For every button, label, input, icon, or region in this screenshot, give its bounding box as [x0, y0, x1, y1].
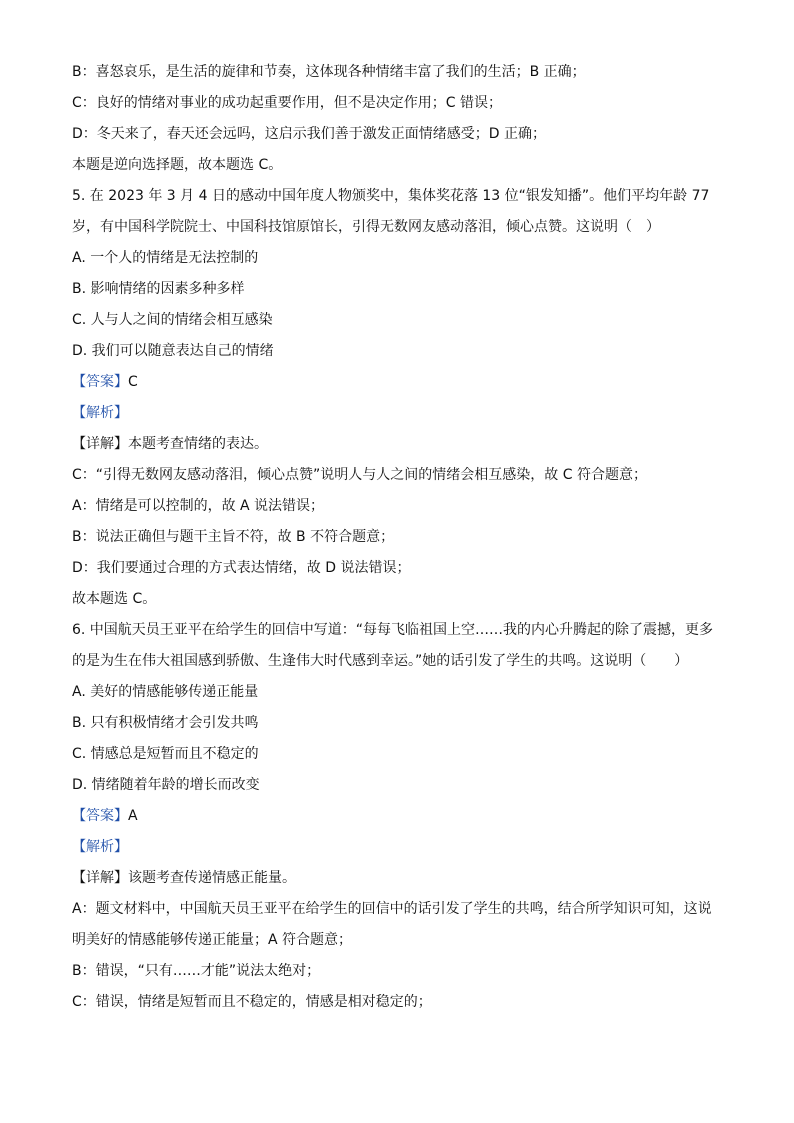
- q6-answer: A: [128, 808, 138, 824]
- q6-detail-label: 【详解】: [72, 870, 128, 886]
- prev-option-d-analysis: D：冬天来了，春天还会远吗，这启示我们善于激发正面情绪感受；D 正确；: [72, 126, 547, 142]
- q5-detail: 本题考查情绪的表达。: [128, 436, 268, 452]
- q5-explain-b: B：说法正确但与题干主旨不符，故 B 不符合题意；: [72, 529, 395, 545]
- q5-option-a: A. 一个人的情绪是无法控制的: [72, 250, 259, 266]
- q6-explain-a: A：题文材料中，中国航天员王亚平在给学生的回信中的话引发了学生的共鸣，结合所学知识可知，这说明美好的情感能够传递正能量；A 符合题意；: [72, 901, 712, 948]
- q5-option-d: D. 我们可以随意表达自己的情绪: [72, 343, 274, 359]
- q5-explain-a: A：情绪是可以控制的，故 A 说法错误；: [72, 498, 325, 514]
- prev-conclusion: 本题是逆向选择题，故本题选 C。: [72, 157, 283, 173]
- prev-option-b-analysis: B：喜怒哀乐，是生活的旋律和节奏，这体现各种情绪丰富了我们的生活；B 正确；: [72, 64, 586, 80]
- prev-option-c-analysis: C：良好的情绪对事业的成功起重要作用，但不是决定作用；C 错误；: [72, 95, 502, 111]
- q5-analysis-label: 【解析】: [72, 405, 128, 421]
- q6-explain-c: C：错误，情绪是短暂而且不稳定的，情感是相对稳定的；: [72, 994, 432, 1010]
- q6-stem: 6. 中国航天员王亚平在给学生的回信中写道：“每每飞临祖国上空……我的内心升腾起的除了震撼，更多的是为生在伟大祖国感到骄傲、生逢伟大时代感到幸运。”她的话引发了学生的共鸣。这说明（ ）: [72, 622, 714, 669]
- q6-option-c: C. 情感总是短暂而且不稳定的: [72, 746, 259, 762]
- q6-detail: 该题考查传递情感正能量。: [128, 870, 296, 886]
- q5-answer-label: 【答案】: [72, 374, 128, 390]
- q5-answer: C: [128, 374, 138, 390]
- q5-explain-c: C：“引得无数网友感动落泪，倾心点赞”说明人与人之间的情绪会相互感染，故 C 符合题意；: [72, 467, 647, 483]
- document-page: [72, 62, 722, 1023]
- q5-option-c: C. 人与人之间的情绪会相互感染: [72, 312, 273, 328]
- q5-detail-label: 【详解】: [72, 436, 128, 452]
- q5-conclusion: 故本题选 C。: [72, 591, 157, 607]
- q6-explain-b: B：错误，“只有……才能”说法太绝对；: [72, 963, 321, 979]
- q6-analysis-label: 【解析】: [72, 839, 128, 855]
- q5-detail-line: [72, 434, 722, 465]
- q6-answer-label: 【答案】: [72, 808, 128, 824]
- q6-answer-line: [72, 806, 722, 837]
- q5-answer-line: [72, 372, 722, 403]
- q6-option-b: B. 只有积极情绪才会引发共鸣: [72, 715, 259, 731]
- q6-option-a: A. 美好的情感能够传递正能量: [72, 684, 259, 700]
- q6-option-d: D. 情绪随着年龄的增长而改变: [72, 777, 260, 793]
- q5-stem: 5. 在 2023 年 3 月 4 日的感动中国年度人物颁奖中，集体奖花落 13 位“银发知播”。他们平均年龄 77 岁，有中国科学院院士、中国科技馆原馆长，引得无数网友感动落泪，倾心点赞。这说明（ ）: [72, 188, 710, 235]
- q5-option-b: B. 影响情绪的因素多种多样: [72, 281, 245, 297]
- q5-explain-d: D：我们要通过合理的方式表达情绪，故 D 说法错误；: [72, 560, 411, 576]
